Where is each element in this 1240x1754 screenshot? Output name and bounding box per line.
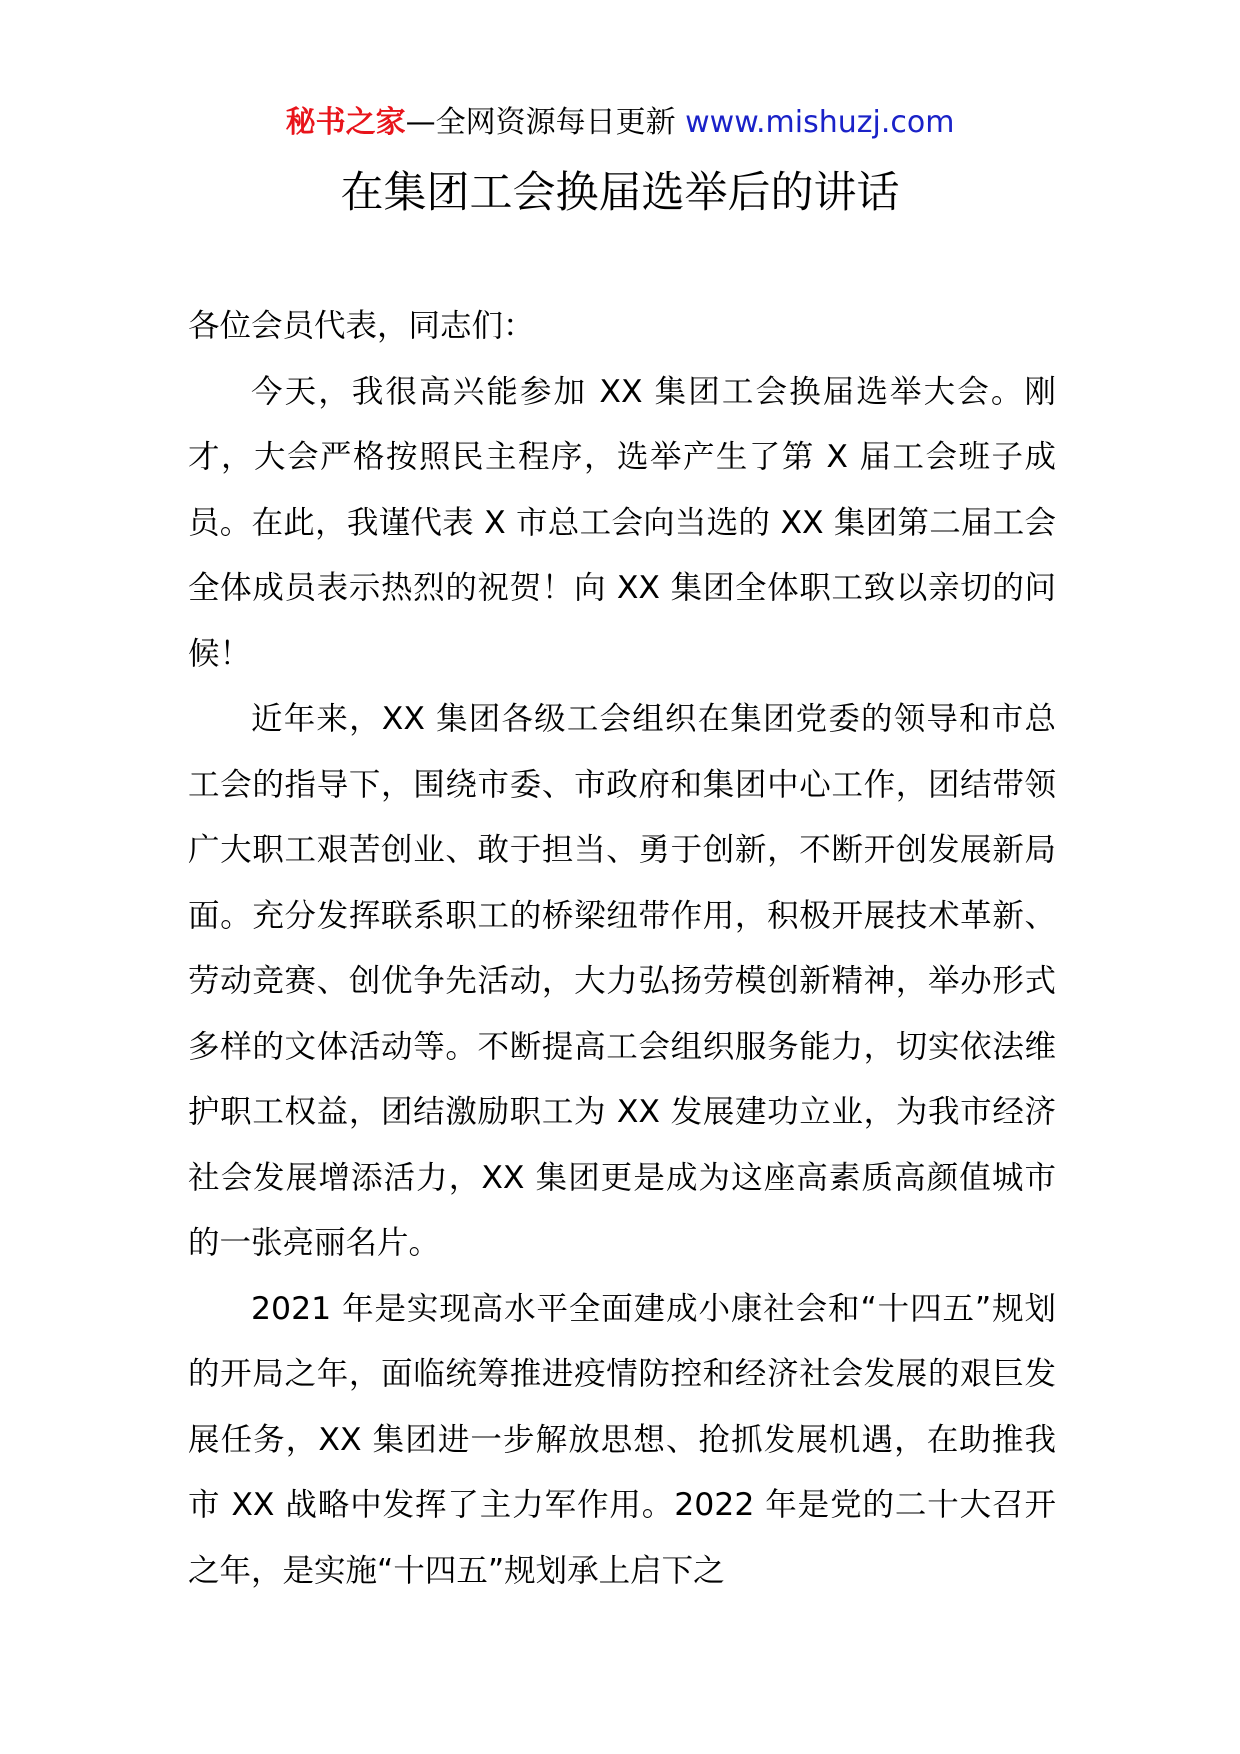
- paragraph-1: 今天，我很高兴能参加 XX 集团工会换届选举大会。刚才，大会严格按照民主程序，选举产生了第 X 届工会班子成员。在此，我谨代表 X 市总工会向当选的 XX 集团第二届工会全体成员表示热烈的祝贺！向 XX 集团全体职工致以亲切的问候！: [188, 373, 1056, 672]
- paragraph-3: 2021 年是实现高水平全面建成小康社会和“十四五”规划的开局之年，面临统筹推进疫情防控和经济社会发展的艰巨发展任务，XX 集团进一步解放思想、抢抓发展机遇，在助推我市 XX 战略中发挥了主力军作用。2022 年是党的二十大召开之年，是实施“十四五”规划承上启下之: [188, 1290, 1056, 1589]
- banner-tagline: —全网资源每日更新: [405, 105, 686, 140]
- brand-name: 秘书之家: [285, 105, 406, 140]
- document-body: [188, 294, 1056, 1604]
- site-url-link[interactable]: www.mishuzj.com: [685, 105, 955, 140]
- site-banner: [0, 100, 1240, 146]
- paragraph-2: 近年来，XX 集团各级工会组织在集团党委的领导和市总工会的指导下，围绕市委、市政府和集团中心工作，团结带领广大职工艰苦创业、敢于担当、勇于创新，不断开创发展新局面。充分发挥联系职工的桥梁纽带作用，积极开展技术革新、劳动竞赛、创优争先活动，大力弘扬劳模创新精神，举办形式多样的文体活动等。不断提高工会组织服务能力，切实依法维护职工权益，团结激励职工为 XX 发展建功立业，为我市经济社会发展增添活力，XX 集团更是成为这座高素质高颜值城市的一张亮丽名片。: [188, 701, 1056, 1261]
- document-title: 在集团工会换届选举后的讲话: [340, 168, 900, 218]
- salutation: 各位会员代表，同志们：: [188, 308, 535, 344]
